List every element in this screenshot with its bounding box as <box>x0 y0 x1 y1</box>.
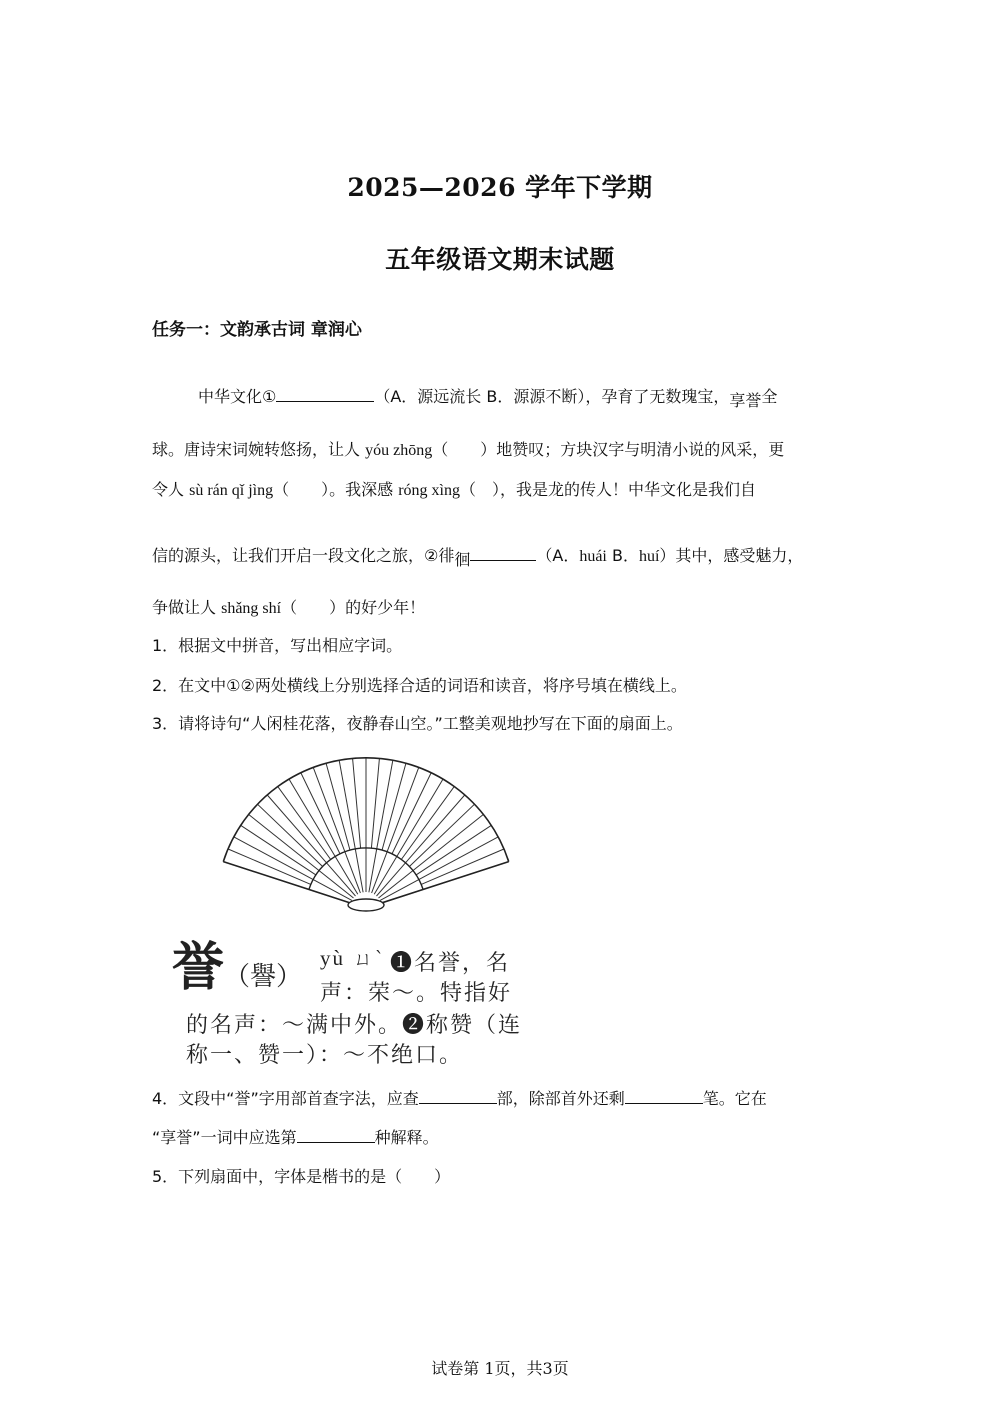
pinyin: sù rán qǐ jìng <box>189 482 274 499</box>
dict-pinyin <box>320 944 386 971</box>
fan-stick <box>335 857 358 895</box>
question-4-text: 部，除部首外还剩 <box>496 1089 625 1108</box>
pinyin: yóu zhōng <box>365 442 433 459</box>
passage-char-hui: 徊 <box>454 550 471 569</box>
question-4-text: 种解释。 <box>374 1128 439 1147</box>
dict-character: 誉 <box>172 937 225 998</box>
blank-radical[interactable] <box>419 1089 497 1104</box>
passage-text: B． <box>606 546 639 565</box>
passage-text: （ ）的好少年！ <box>281 598 426 617</box>
pinyin: huí <box>638 548 660 565</box>
question-4-text: “享誉”一词中应选第 <box>152 1128 297 1147</box>
question-4-line-1 <box>152 1086 767 1109</box>
fan-rib <box>234 837 313 880</box>
dictionary-entry <box>172 937 523 1070</box>
passage-text: 球。唐诗宋词婉转悠扬，让人 <box>152 440 366 459</box>
question-5: 5．下列扇面中，字体是楷书的是（ ） <box>152 1167 451 1186</box>
passage-line-2 <box>152 437 784 460</box>
passage-text: （ ）。我深感 <box>273 480 399 499</box>
dict-pinyin-text: yù <box>320 946 345 970</box>
fan-rib <box>313 768 345 852</box>
fan-rib <box>371 759 379 849</box>
dict-def-line-4: 称一、赞一）：～不绝口。 <box>186 1043 464 1068</box>
fan-rib <box>326 763 350 850</box>
task-heading: 任务一：文韵承古词 章润心 <box>152 320 362 340</box>
passage-line-1 <box>198 384 778 410</box>
fan-rib <box>241 825 316 875</box>
fan-stick <box>355 849 363 892</box>
fan-left-guard <box>223 862 352 904</box>
fan-rib <box>419 837 498 880</box>
passage-text: 信的源头，让我们开启一段文化之旅，②徘 <box>152 546 455 565</box>
dict-bopomofo: ㄩˋ <box>353 948 387 970</box>
passage-word-xiangyu: 享誉 <box>729 391 762 410</box>
fan-pivot <box>348 899 384 911</box>
pinyin: shǎng shí <box>221 600 282 617</box>
exam-title: 五年级语文期末试题 <box>385 245 615 274</box>
fan-stick <box>374 857 397 895</box>
dict-def-line-2: 声：荣～。特指好 <box>320 981 513 1006</box>
fan-right-guard <box>379 862 508 904</box>
fan-rib <box>289 779 335 856</box>
question-1: 1．根据文中拼音，写出相应字词。 <box>152 636 403 655</box>
question-3: 3．请将诗句“人闲桂花落，夜静春山空。”工整美观地抄写在下面的扇面上。 <box>152 714 683 733</box>
fan-rib <box>397 779 443 856</box>
dict-def-line-3: 的名声：～满中外。❷称赞（连 <box>186 1013 523 1038</box>
passage-text: 令人 <box>152 480 190 499</box>
passage-text: 中华文化① <box>198 387 277 406</box>
dict-def-line-1: ❶名誉，名 <box>390 951 511 976</box>
exam-year-title: 2025—2026 学年下学期 <box>347 173 653 202</box>
passage-line-5 <box>152 595 425 618</box>
passage-line-4 <box>152 543 804 569</box>
passage-text: （ ）地赞叹；方块汉字与明清小说的风采，更 <box>432 440 785 459</box>
blank-2[interactable] <box>470 546 536 561</box>
blank-1[interactable] <box>276 387 374 402</box>
dict-traditional: （譽） <box>224 962 303 992</box>
pinyin: róng xìng <box>398 482 460 499</box>
fan-rib <box>377 760 393 849</box>
passage-text: ）其中，感受魅力， <box>659 546 804 565</box>
fan-rib <box>353 759 361 849</box>
passage-text: （ ），我是龙的传人！中华文化是我们自 <box>459 480 756 499</box>
fan-rib <box>416 825 491 875</box>
passage-text: 争做让人 <box>152 598 222 617</box>
passage-text: （A． <box>536 546 580 565</box>
fan-stick <box>369 849 377 892</box>
blank-strokes[interactable] <box>625 1089 703 1104</box>
question-2: 2．在文中①②两处横线上分别选择合适的词语和读音，将序号填在横线上。 <box>152 676 687 695</box>
question-4-text: 4．文段中“誉”字用部首查字法，应查 <box>152 1089 419 1108</box>
fan-rib <box>387 768 419 852</box>
passage-text: 全 <box>761 387 778 406</box>
question-4-text: 笔。它在 <box>702 1089 767 1108</box>
fan-rib <box>382 763 406 850</box>
passage-line-3 <box>152 477 756 500</box>
page-footer: 试卷第 1页，共3页 <box>431 1359 569 1378</box>
pinyin: huái <box>579 548 607 565</box>
folding-fan-illustration[interactable] <box>168 748 568 913</box>
passage-text: （A．源远流长 B．源源不断），孕育了无数瑰宝， <box>374 387 730 406</box>
blank-definition[interactable] <box>297 1128 375 1143</box>
question-4-line-2 <box>152 1125 439 1148</box>
fan-rib <box>392 773 431 854</box>
fan-rib <box>339 760 355 849</box>
fan-rib <box>301 773 340 854</box>
